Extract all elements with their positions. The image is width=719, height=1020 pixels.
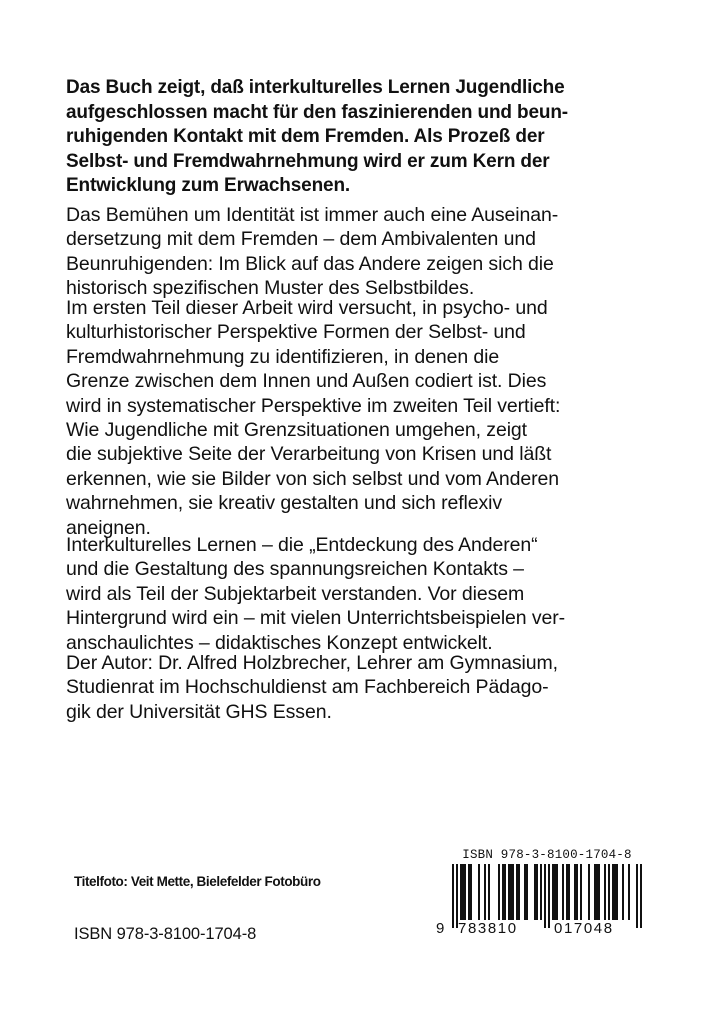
barcode-bar	[576, 864, 578, 920]
barcode-bar	[580, 864, 582, 920]
photo-credit: Titelfoto: Veit Mette, Bielefelder Fotobüro	[74, 874, 321, 889]
barcode-bar	[612, 864, 614, 920]
barcode-bar	[566, 864, 568, 920]
barcode-bar	[498, 864, 500, 920]
paragraph-line: anschaulichtes – didaktisches Konzept entwickelt.	[66, 631, 493, 654]
intro-bold-paragraph	[66, 76, 568, 199]
barcode-bar	[554, 864, 556, 920]
barcode-guard-bar	[548, 864, 550, 928]
barcode-bar	[526, 864, 528, 920]
barcode-bar	[462, 864, 464, 920]
paragraph-intercultural-learning	[66, 533, 565, 655]
barcode-bar	[510, 864, 512, 920]
barcode-bar	[598, 864, 600, 920]
barcode-bar	[562, 864, 564, 920]
paragraph-identity	[66, 203, 558, 301]
barcode-block	[434, 848, 660, 942]
barcode-bar	[604, 864, 606, 920]
barcode-bar	[574, 864, 576, 920]
barcode-bar	[536, 864, 538, 920]
paragraph-line: wahrnehmen, sie kreativ gestalten und sich reflexiv	[66, 492, 503, 515]
intro-line: Selbst- und Fremdwahrnehmung wird er zum Kern der	[66, 150, 550, 172]
barcode-guard-bar	[640, 864, 642, 928]
barcode-guard-bar	[452, 864, 454, 928]
barcode-bar	[534, 864, 536, 920]
barcode-bar	[524, 864, 526, 920]
paragraph-line: wird in systematischer Perspektive im zweiten Teil vertieft:	[66, 394, 561, 417]
paragraph-line: die subjektive Seite der Verarbeitung von Krisen und läßt	[66, 443, 552, 466]
barcode-bar	[504, 864, 506, 920]
barcode-bar	[508, 864, 510, 920]
barcode-bar	[596, 864, 598, 920]
intro-line: Das Buch zeigt, daß interkulturelles Lernen Jugendliche	[66, 77, 565, 98]
barcode-bar	[460, 864, 462, 920]
barcode-left-digits: 783810	[458, 920, 518, 937]
barcode-bar	[608, 864, 610, 920]
paragraph-line: Das Bemühen um Identität ist immer auch eine Auseinan-	[66, 204, 559, 226]
paragraph-line: aneignen.	[66, 516, 151, 539]
paragraph-first-part	[66, 296, 560, 540]
barcode-bar	[628, 864, 630, 920]
paragraph-line: und die Gestaltung des spannungsreichen Kontakts –	[66, 558, 524, 581]
barcode-bar	[488, 864, 490, 920]
barcode-bar	[468, 864, 470, 920]
barcode-bar	[518, 864, 520, 920]
paragraph-line: Grenze zwischen dem Innen und Außen codiert ist. Dies	[66, 370, 547, 393]
barcode-bar	[502, 864, 504, 920]
barcode-guard-bar	[544, 864, 546, 928]
paragraph-author	[66, 651, 558, 724]
barcode-isbn-label: ISBN 978-3-8100-1704-8	[462, 848, 632, 862]
barcode-bar	[484, 864, 486, 920]
paragraph-line: historisch spezifischen Muster des Selbstbildes.	[66, 277, 475, 300]
paragraph-line: erkennen, wie sie Bilder von sich selbst und vom Anderen	[66, 467, 560, 490]
barcode-bar	[516, 864, 518, 920]
barcode-bar	[470, 864, 472, 920]
barcode-bar	[556, 864, 558, 920]
paragraph-line: Studienrat im Hochschuldienst am Fachbereich Pädago-	[66, 676, 549, 699]
barcode-bar	[622, 864, 624, 920]
barcode-guard-bar	[456, 864, 458, 928]
paragraph-line: Wie Jugendliche mit Grenzsituationen umgehen, zeigt	[66, 419, 527, 442]
barcode-bar	[540, 864, 542, 920]
paragraph-line: Interkulturelles Lernen – die „Entdeckung des Anderen“	[66, 534, 538, 556]
barcode-bar	[588, 864, 590, 920]
barcode-bar	[464, 864, 466, 920]
intro-line: aufgeschlossen macht für den faszinierenden und beun-	[66, 101, 568, 123]
intro-line: Entwicklung zum Erwachsenen.	[66, 175, 351, 197]
paragraph-line: wird als Teil der Subjektarbeit verstanden. Vor diesem	[66, 582, 525, 605]
barcode-right-digits: 017048	[554, 920, 614, 937]
barcode-bar	[478, 864, 480, 920]
paragraph-line: Im ersten Teil dieser Arbeit wird versucht, in psycho- und	[66, 297, 548, 319]
barcode-bar	[616, 864, 618, 920]
barcode-bar	[512, 864, 514, 920]
paragraph-line: kulturhistorischer Perspektive Formen der Selbst- und	[66, 321, 526, 344]
paragraph-line: Beunruhigenden: Im Blick auf das Andere zeigen sich die	[66, 252, 554, 275]
barcode-bar	[594, 864, 596, 920]
barcode-guard-bar	[636, 864, 638, 928]
paragraph-line: Fremdwahrnehmung zu identifizieren, in denen die	[66, 345, 500, 368]
barcode-bar	[552, 864, 554, 920]
paragraph-line: dersetzung mit dem Fremden – dem Ambivalenten und	[66, 228, 536, 251]
paragraph-line: Der Autor: Dr. Alfred Holzbrecher, Lehrer am Gymnasium,	[66, 652, 558, 674]
barcode-bar	[614, 864, 616, 920]
barcode-bar	[568, 864, 570, 920]
isbn-text: ISBN 978-3-8100-1704-8	[74, 925, 257, 943]
barcode-first-digit: 9	[436, 920, 445, 937]
paragraph-line: Hintergrund wird ein – mit vielen Unterrichtsbeispielen ver-	[66, 607, 566, 630]
intro-line: ruhigenden Kontakt mit dem Fremden. Als Prozeß der	[66, 126, 545, 148]
paragraph-line: gik der Universität GHS Essen.	[66, 700, 332, 723]
